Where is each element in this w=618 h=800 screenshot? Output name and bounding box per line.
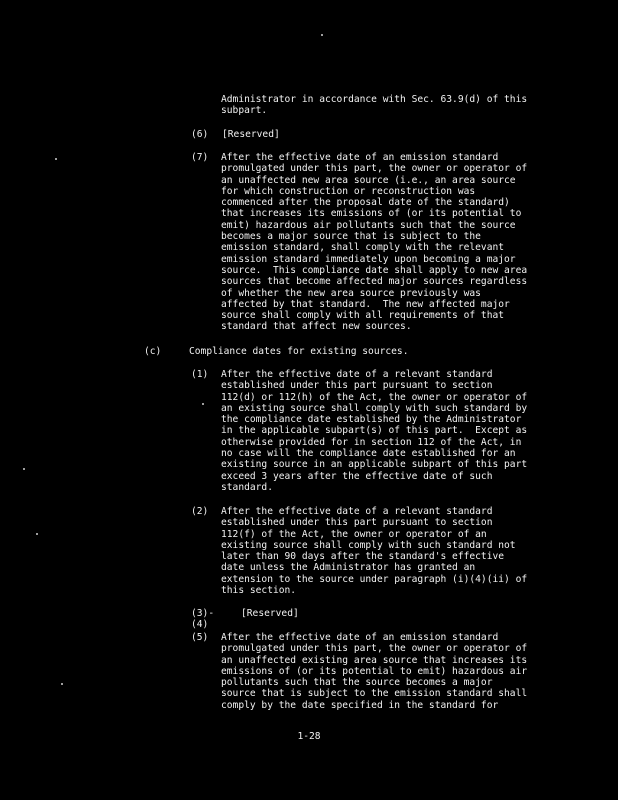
section-label: (c) (144, 346, 162, 357)
text-line: emission standard, shall comply with the relevant (221, 242, 505, 254)
text-line: [Reserved] (222, 129, 280, 140)
page-number: 1-28 (297, 731, 321, 742)
text-line: established under this part pursuant to section (221, 380, 493, 392)
scan-speck (55, 158, 57, 160)
text-line: later than 90 days after the standard's effective (221, 551, 505, 563)
text-line: existing source in an applicable subpart of this part (221, 459, 528, 471)
text-line: After the effective date of a relevant standard (221, 369, 493, 380)
paragraph-label: (6) (191, 129, 209, 140)
text-line: Administrator in accordance with Sec. 63.9(d) of this (221, 94, 528, 105)
text-line: affected by that standard. The new affected major (221, 298, 510, 310)
text-line: sources that become affected major sources regardless (221, 276, 528, 288)
text-line: for which construction or reconstruction was (221, 185, 476, 197)
paragraph-label: (3)-(4) (191, 608, 215, 631)
text-line: exceed 3 years after the effective date of such (221, 470, 493, 482)
text-line: an unaffected existing area source that increases its (221, 654, 528, 666)
text-line: emit) hazardous air pollutants such that the source (221, 219, 516, 231)
text-line: emissions of (or its potential to emit) hazardous air (221, 665, 528, 677)
text-line: no case will the compliance date established for an (221, 448, 516, 460)
text-line: standard that affect new sources. (221, 321, 412, 333)
text-line: After the effective date of a relevant standard (221, 506, 493, 517)
scan-speck (61, 683, 63, 685)
text-line: date unless the Administrator has granted an (221, 562, 476, 574)
text-line: established under this part pursuant to section (221, 517, 493, 529)
text-line: promulgated under this part, the owner or operator of (221, 643, 528, 655)
text-line: an existing source shall comply with such standard by (221, 402, 528, 414)
paragraph-body (221, 506, 527, 596)
section-heading: Compliance dates for existing sources. (189, 346, 409, 357)
text-line: standard. (221, 481, 273, 493)
text-line: promulgated under this part, the owner or operator of (221, 163, 528, 175)
text-line: in the applicable subpart(s) of this part. Except as (221, 425, 528, 437)
text-line: pollutants such that the source becomes a major (221, 677, 493, 689)
text-line: subpart. (221, 105, 268, 117)
text-line: source. This compliance date shall apply to new area (221, 264, 528, 276)
paragraph-label: (2) (191, 506, 209, 517)
paragraph-body (221, 152, 527, 333)
text-line: becomes a major source that is subject to the (221, 231, 481, 243)
scan-speck (202, 403, 204, 405)
scan-speck (23, 468, 25, 470)
text-line: source shall comply with all requirements of that (221, 310, 505, 322)
paragraph-label: (5) (191, 632, 209, 643)
text-line: this section. (221, 585, 297, 597)
scan-speck (321, 34, 323, 36)
text-line: comply by the date specified in the standard for (221, 699, 499, 711)
intro-paragraph (221, 94, 527, 117)
paragraph-label: (1) (191, 369, 209, 380)
text-line: otherwise provided for in section 112 of the Act, in (221, 436, 522, 448)
paragraph-body (221, 369, 527, 493)
text-line: of whether the new area source previously was (221, 287, 481, 299)
paragraph-label: (7) (191, 152, 209, 163)
paragraph-body (221, 632, 527, 711)
text-line: emission standard immediately upon becoming a major (221, 253, 516, 265)
text-line: After the effective date of an emission standard (221, 152, 499, 163)
text-line: that increases its emissions of (or its potential to (221, 208, 522, 220)
text-line: commenced after the proposal date of the standard) (221, 197, 510, 209)
scan-speck (36, 533, 38, 535)
text-line: extension to the source under paragraph (i)(4)(ii) of (221, 573, 528, 585)
text-line: After the effective date of an emission standard (221, 632, 499, 643)
text-line: 112(d) or 112(h) of the Act, the owner or operator of (221, 391, 528, 403)
text-line: 112(f) of the Act, the owner or operator of an (221, 528, 487, 540)
text-line: the compliance date established by the Administrator (221, 414, 522, 426)
text-line: [Reserved] (241, 608, 299, 619)
text-line: an unaffected new area source (i.e., an area source (221, 174, 516, 186)
text-line: source that is subject to the emission standard shall (221, 688, 528, 700)
text-line: existing source shall comply with such standard not (221, 539, 516, 551)
